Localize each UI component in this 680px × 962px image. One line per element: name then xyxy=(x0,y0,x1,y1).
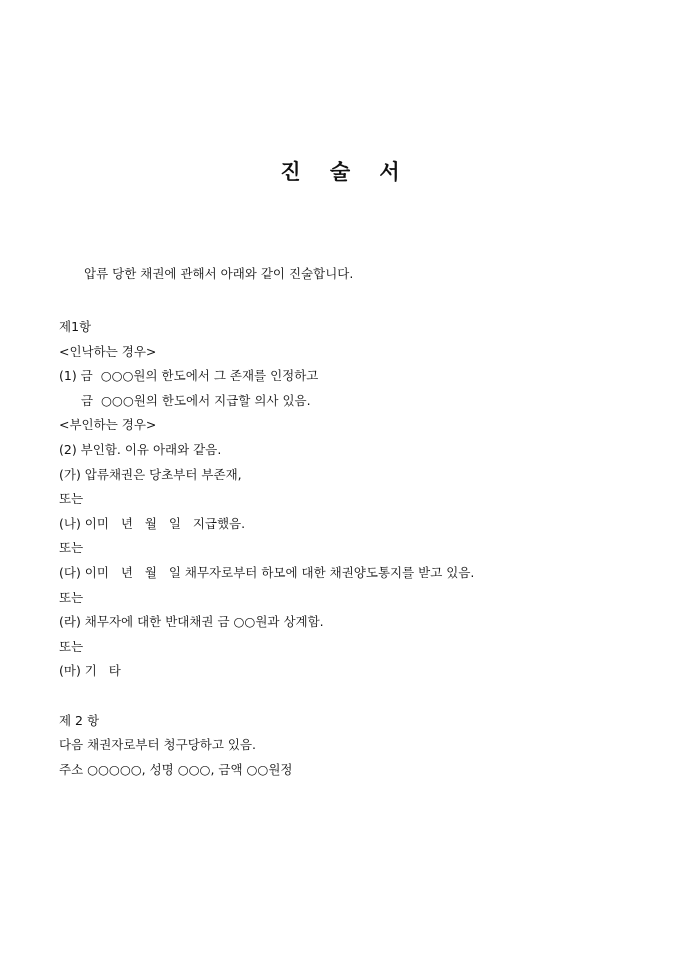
section1-line: 또는 xyxy=(59,491,84,507)
section1-line: 또는 xyxy=(59,638,84,654)
section1-line: (나) 이미 년 월 일 지급했음. xyxy=(59,515,246,531)
section1-line: <부인하는 경우> xyxy=(59,417,157,433)
section-spacer xyxy=(59,684,474,709)
section2-heading: 제 2 항 xyxy=(59,712,100,728)
section2-line: 다음 채권자로부터 청구당하고 있음. xyxy=(59,737,257,753)
section1-line: (마) 기 타 xyxy=(59,663,121,679)
section1-line: (다) 이미 년 월 일 채무자로부터 하모에 대한 채권양도통지를 받고 있음. xyxy=(59,564,475,580)
section1-line: (가) 압류채권은 당초부터 부존재, xyxy=(59,466,242,482)
section1-line: (1) 금 ○○○원의 한도에서 그 존재를 인정하고 xyxy=(59,368,319,384)
section1-heading: 제1항 xyxy=(59,319,92,334)
section1-line: 또는 xyxy=(59,589,84,605)
section2-line: 주소 ○○○○○, 성명 ○○○, 금액 ○○원정 xyxy=(59,761,293,777)
intro-statement: 압류 당한 채권에 관해서 아래와 같이 진술합니다. xyxy=(84,266,354,281)
section1-line: (2) 부인함. 이유 아래와 같음. xyxy=(59,441,222,457)
section1-line: <인낙하는 경우> xyxy=(59,343,157,359)
document-title: 진 술 서 xyxy=(280,159,400,184)
section1-line: (라) 채무자에 대한 반대채권 금 ○○원과 상계함. xyxy=(59,614,324,630)
section1-line: 금 ○○○원의 한도에서 지급할 의사 있음. xyxy=(81,392,311,408)
document-body xyxy=(59,315,474,782)
section1-line: 또는 xyxy=(59,540,84,556)
